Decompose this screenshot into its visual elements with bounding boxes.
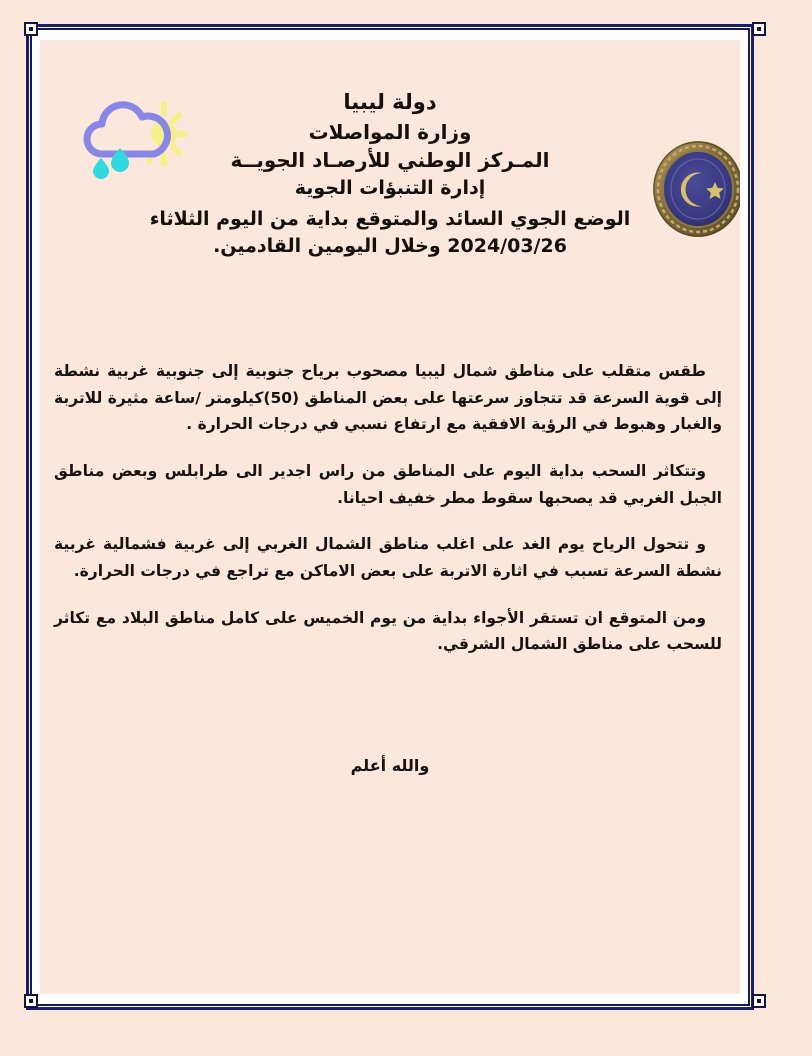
document-header — [40, 40, 740, 330]
page-title-country: دولة ليبيا — [343, 90, 437, 114]
bulletin-paragraph: طقس متقلب على مناطق شمال ليبيا مصحوب برياح جنوبية إلى جنوبية غربية نشطة إلى قوية السرعة قد تتجاوز سرعتها على بعض المناطق (50)كيلومتر /ساعة مثيرة للاتربة والغبار وهبوط في الرؤية الافقية مع ارتفاع نسبي في درجات الحرارة . — [54, 362, 722, 434]
corner-motif-bottom-left — [24, 994, 38, 1008]
corner-motif-bottom-right — [752, 994, 766, 1008]
header-ministry: وزارة المواصلات — [308, 119, 472, 144]
bulletin-paragraph: ومن المتوقع ان تستقر الأجواء بداية من يوم الخميس على كامل مناطق البلاد مع تكاثر للسحب على مناطق الشمال الشرقي. — [54, 608, 722, 654]
header-title-block — [40, 88, 740, 260]
header-date-line: 2024/03/26 وخلال اليومين القادمين. — [213, 234, 567, 257]
header-subject-line: الوضع الجوي السائد والمتوقع بداية من اليوم الثلاثاء — [149, 207, 631, 230]
header-center-name: المـركز الوطني للأرصـاد الجويــة — [230, 148, 550, 173]
corner-motif-top-left — [24, 22, 38, 36]
bulletin-paragraph: وتتكاثر السحب بداية اليوم على المناطق من راس اجدير الى طرابلس وبعض مناطق الجبل الغربي قد يصحبها سقوط مطر خفيف احيانا. — [54, 461, 722, 507]
bulletin-body — [40, 358, 740, 775]
closing-statement: والله أعلم — [350, 756, 430, 775]
bulletin-paragraph: و تتحول الرياح يوم الغد على اغلب مناطق الشمال الغربي إلى غربية فشمالية غربية نشطة السرعة تسبب في اثارة الاتربة على بعض الاماكن مع تراجع في درجات الحرارة. — [54, 535, 722, 580]
document-content-area — [40, 40, 740, 994]
header-department: إدارة التنبؤات الجوية — [294, 176, 486, 199]
corner-motif-top-right — [752, 22, 766, 36]
